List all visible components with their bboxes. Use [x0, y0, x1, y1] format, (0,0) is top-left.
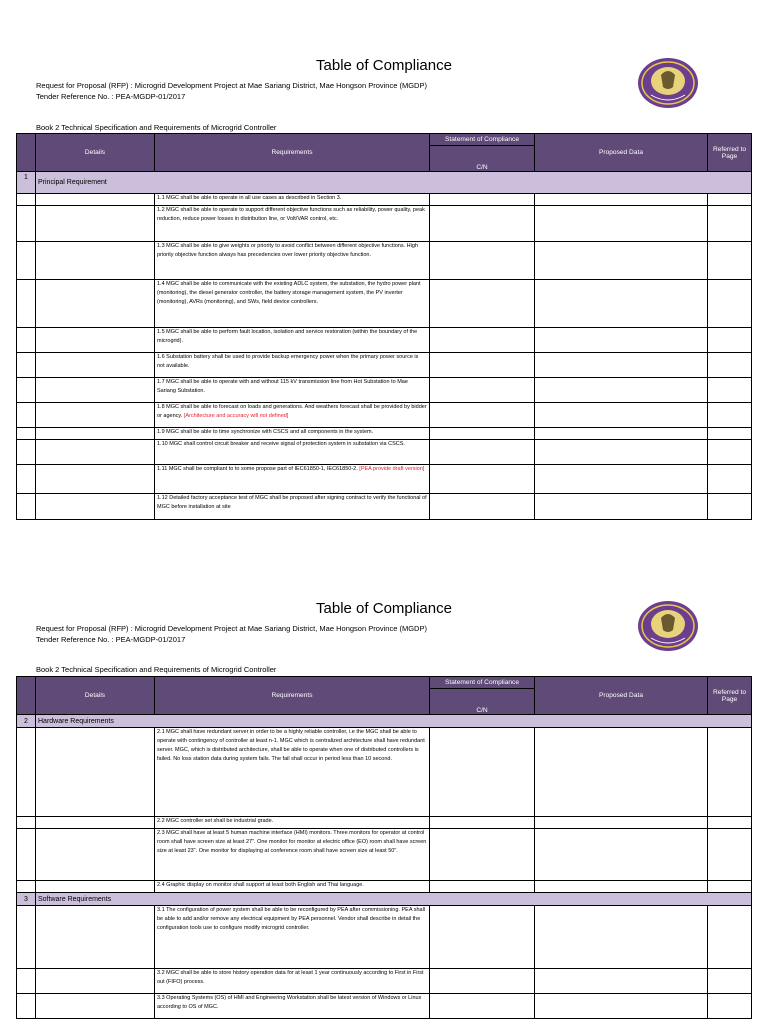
requirement-row: 1.3 MGC shall be able to give weights or priority to avoid conflict between different objective functions. High priority objective function always has precedencies over lower priority objective function. [155, 242, 430, 280]
compliance-table-1 [16, 133, 752, 520]
requirement-row: 1.7 MGC shall be able to operate with and without 115 kV transmission line from Hot Substation to Mae Sariang Substation. [155, 378, 430, 403]
section-title: Principal Requirement [36, 172, 752, 194]
header-details: Details [36, 134, 155, 172]
header-cn: C/N [430, 689, 535, 715]
requirement-row: 1.9 MGC shall be able to time synchronize with CSCS and all components in the system. [155, 428, 430, 440]
requirement-row: 3.2 MGC shall be able to store history operation data for at least 1 year continuously according to First in First out (FIFO) process. [155, 969, 430, 994]
requirement-row [155, 465, 430, 494]
requirement-row: 1.4 MGC shall be able to communicate with the existing ADLC system, the substation, the hydro power plant (monitoring), the diesel generator controller, the battery storage management system, the PV inverter (monitoring), AVRs (monitoring), and SWs, field device controllers. [155, 280, 430, 328]
section-title: Hardware Requirements [36, 715, 752, 728]
requirement-row: 1.12 Detailed factory acceptance test of MGC shall be proposed after signing contract to verify the functional of MGC before installation at site [155, 494, 430, 520]
header-requirements: Requirements [155, 134, 430, 172]
header-requirements: Requirements [155, 677, 430, 715]
requirement-row: 2.3 MGC shall have at least 5 human machine interface (HMI) monitors. Three monitors for operator at control room shall have screen size at least 27". One monitor for monitor at electric office (EO) room shall have screen size at least 23". One monitor for displaying at conference room shall have screen size at least 50". [155, 829, 430, 881]
page-title: Table of Compliance [316, 57, 452, 74]
header-details: Details [36, 677, 155, 715]
page-2 [0, 543, 768, 1024]
tender-line: Tender Reference No. : PEA-MGDP-01/2017 [36, 635, 186, 644]
rfp-line: Request for Proposal (RFP) : Microgrid Development Project at Mae Sariang District, Mae Hongson Province (MGDP) [36, 624, 427, 633]
requirement-row [155, 403, 430, 428]
requirement-row: 1.2 MGC shall be able to operate to support different objective functions such as reliability, power quality, peak reduction, reduce power losses in distribution line, or Volt/VAR control, etc. [155, 206, 430, 242]
tender-line: Tender Reference No. : PEA-MGDP-01/2017 [36, 92, 186, 101]
requirement-row: 3.3 Operating Systems (OS) of HMI and Engineering Workstation shall be latest version of Windows or Linux according to OS of MGC. [155, 994, 430, 1019]
pea-logo-icon [637, 600, 699, 652]
requirement-row: 3.1 The configuration of power system shall be able to be reconfigured by PEA after commissioning. PEA shall be able to add and/or remove any electrical equipment by PEA personnel. Vendor shall describe in detail the configuration tools use to configure modify microgrid controller. [155, 906, 430, 969]
pea-logo-icon [637, 57, 699, 109]
requirement-row: 2.1 MGC shall have redundant server in order to be a highly reliable controller, i.e the MGC shall be able to operate with contingency of controller at least n-1. MGC which is centralized architecture shall have redundant server. MGC, which is distributed architecture, shall be able to operate when one of distributed controllers is failed. No loss station data during system fails. The fail shall occur in period less than 10 second. [155, 728, 430, 817]
rfp-info [36, 80, 427, 102]
requirement-text: 1.11 MGC shall be compliant to to some propose part of IEC61850-1, IEC61850-2. [157, 466, 360, 472]
requirement-note: [Architecture and accuracy will not defined] [183, 413, 289, 419]
header-referred-page: Referred to Page [708, 677, 752, 715]
section-number: 1 [17, 172, 36, 194]
header-statement: Statement of Compliance [430, 134, 535, 146]
requirement-text: 1.8 MGC shall be able to forecast on loads and generations. And weathers forecast shall be provided by bidder or agency. [157, 404, 427, 419]
page-title: Table of Compliance [316, 600, 452, 617]
header-proposed-data: Proposed Data [535, 134, 708, 172]
requirement-row: 1.10 MGC shall control circuit breaker and receive signal of protection system in substation via CSCS. [155, 440, 430, 465]
section-number: 2 [17, 715, 36, 728]
requirement-row: 2.2 MGC controller set shall be industrial grade. [155, 817, 430, 829]
header-statement: Statement of Compliance [430, 677, 535, 689]
requirement-row: 1.1 MGC shall be able to operate in all use cases as described in Section 3. [155, 194, 430, 206]
requirement-note: [PEA provide draft version] [359, 466, 425, 472]
rfp-line: Request for Proposal (RFP) : Microgrid Development Project at Mae Sariang District, Mae Hongson Province (MGDP) [36, 81, 427, 90]
requirement-row: 2.4 Graphic display on monitor shall support at least both English and Thai language. [155, 881, 430, 893]
rfp-info [36, 623, 427, 645]
book-line: Book 2 Technical Specification and Requirements of Microgrid Controller [36, 665, 277, 674]
header-referred-page: Referred to Page [708, 134, 752, 172]
requirement-row: 1.5 MGC shall be able to perform fault location, isolation and service restoration (within the boundary of the microgrid). [155, 328, 430, 353]
requirement-row: 1.6 Substation battery shall be used to provide backup emergency power when the primary power source is not available. [155, 353, 430, 378]
book-line: Book 2 Technical Specification and Requirements of Microgrid Controller [36, 123, 277, 132]
header-cn: C/N [430, 146, 535, 172]
header-proposed-data: Proposed Data [535, 677, 708, 715]
section-number: 3 [17, 893, 36, 906]
section-title: Software Requirements [36, 893, 752, 906]
compliance-table-2 [16, 676, 752, 1019]
